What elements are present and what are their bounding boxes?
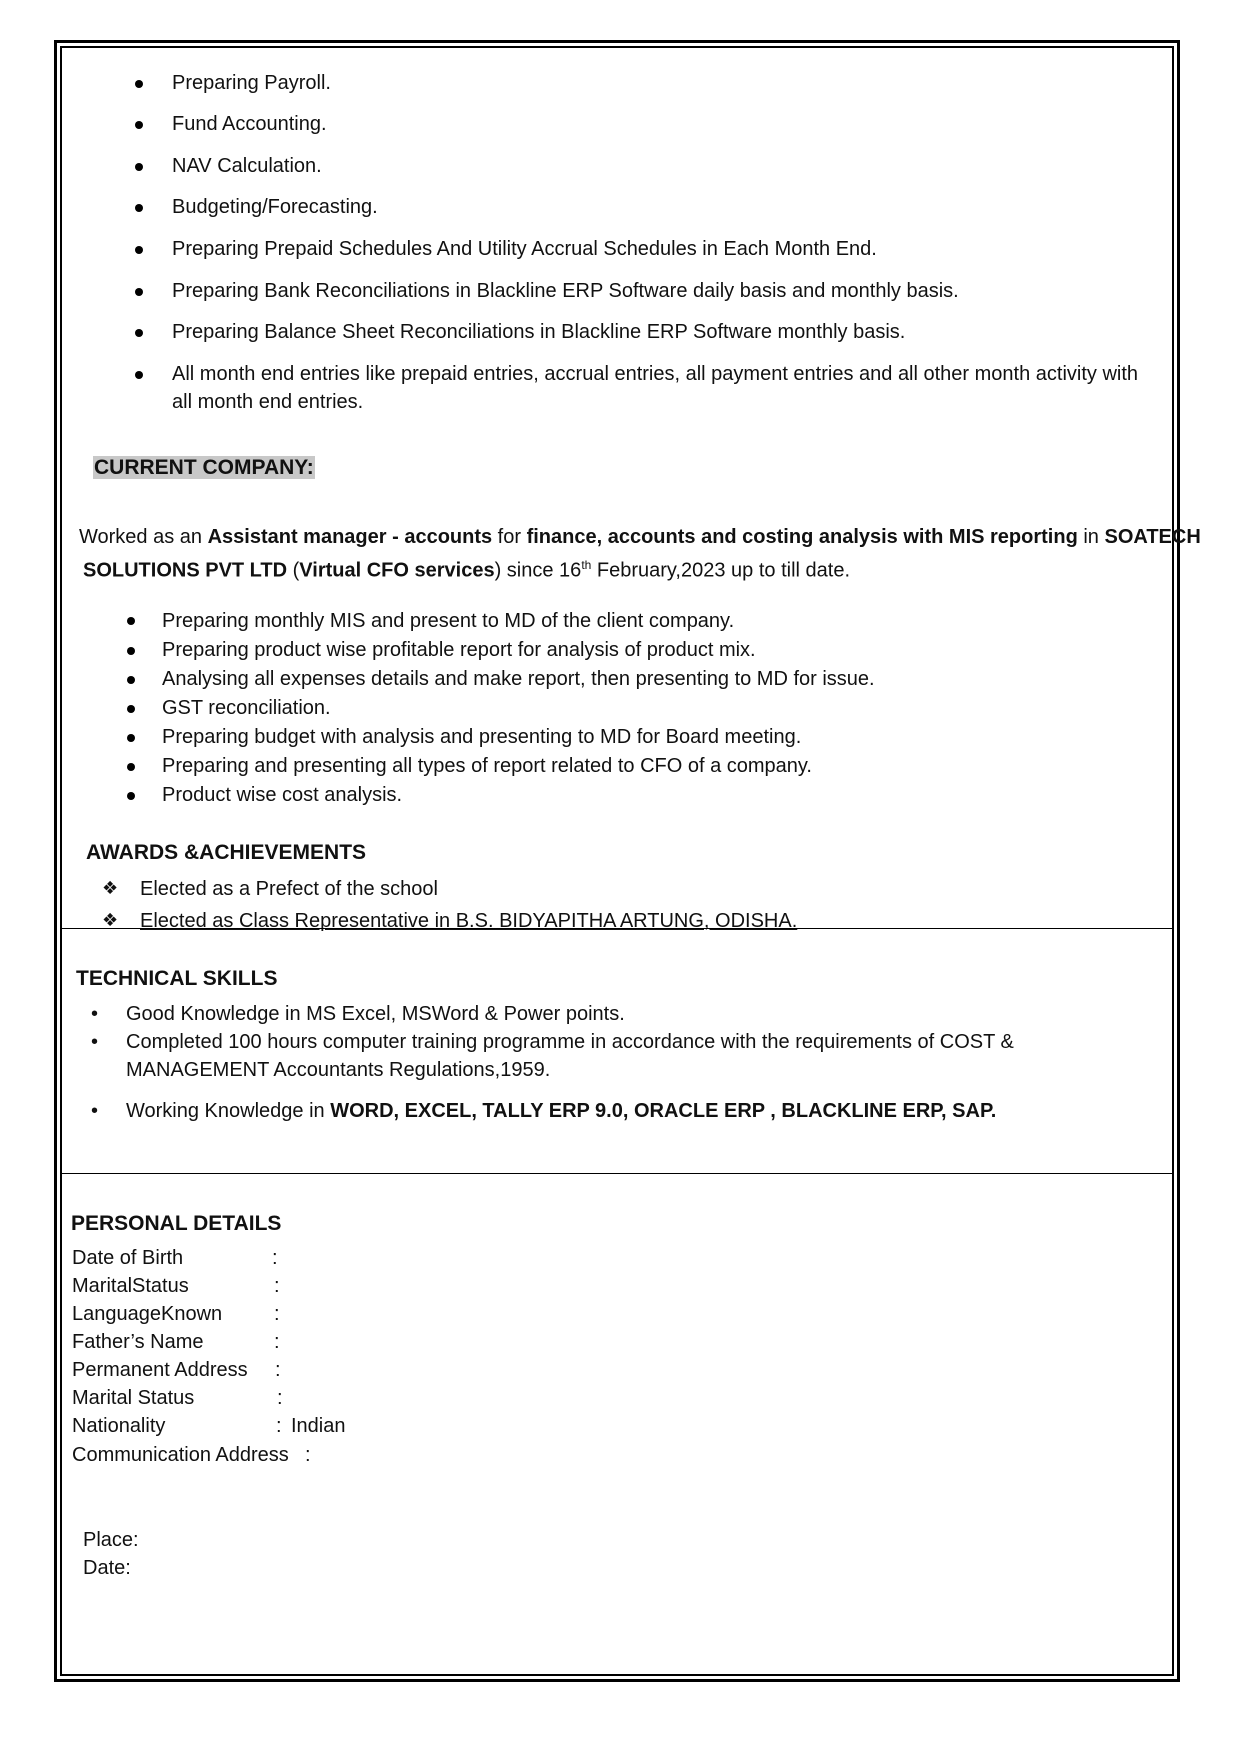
diamond-bullet-icon: ❖ bbox=[102, 878, 119, 898]
bullet bbox=[135, 371, 143, 379]
bullet bbox=[127, 705, 135, 713]
separator: : bbox=[275, 1359, 281, 1381]
separator: : bbox=[276, 1415, 282, 1437]
place-label: Place: bbox=[83, 1529, 139, 1551]
list-item: Preparing Prepaid Schedules And Utility Accrual Schedules in Each Month End. bbox=[172, 238, 877, 260]
bullet bbox=[135, 204, 143, 212]
personal-details-heading: PERSONAL DETAILS bbox=[71, 1212, 282, 1235]
dob-label: Date of Birth bbox=[72, 1247, 184, 1269]
date-label: Date: bbox=[83, 1557, 131, 1579]
separator: : bbox=[274, 1303, 280, 1325]
current-company-intro-line1: Worked as an Assistant manager - accounts for finance, accounts and costing analysis with MIS reporting in SOATECH bbox=[79, 526, 1201, 548]
father-name-label: Father’s Name bbox=[72, 1331, 204, 1353]
bullet: • bbox=[91, 1100, 99, 1122]
list-item: Preparing product wise profitable report for analysis of product mix. bbox=[162, 639, 756, 661]
permanent-address-label: Permanent Address bbox=[72, 1359, 248, 1381]
section-divider bbox=[62, 928, 1172, 929]
bullet: • bbox=[91, 1031, 99, 1053]
list-item: Working Knowledge in WORD, EXCEL, TALLY ERP 9.0, ORACLE ERP , BLACKLINE ERP, SAP. bbox=[126, 1100, 997, 1122]
awards-heading: AWARDS &ACHIEVEMENTS bbox=[86, 841, 367, 864]
list-item: Analysing all expenses details and make report, then presenting to MD for issue. bbox=[162, 668, 875, 690]
list-item: Completed 100 hours computer training programme in accordance with the requirements of COST & bbox=[126, 1031, 1014, 1053]
bullet bbox=[127, 792, 135, 800]
bullet bbox=[127, 617, 135, 625]
bullet bbox=[135, 80, 143, 88]
bullet bbox=[127, 734, 135, 742]
list-item: Elected as a Prefect of the school bbox=[140, 878, 438, 900]
diamond-bullet-icon: ❖ bbox=[102, 910, 119, 930]
bullet bbox=[135, 329, 143, 337]
separator: : bbox=[305, 1444, 311, 1466]
bullet bbox=[135, 288, 143, 296]
separator: : bbox=[272, 1247, 278, 1269]
list-item: Preparing and presenting all types of report related to CFO of a company. bbox=[162, 755, 812, 777]
list-item: Product wise cost analysis. bbox=[162, 784, 403, 806]
list-item: Preparing budget with analysis and presenting to MD for Board meeting. bbox=[162, 726, 802, 748]
communication-address-label: Communication Address bbox=[72, 1444, 289, 1466]
list-item-continuation: MANAGEMENT Accountants Regulations,1959. bbox=[126, 1059, 551, 1081]
list-item: Preparing monthly MIS and present to MD of the client company. bbox=[162, 610, 735, 632]
current-company-intro-line2: SOLUTIONS PVT LTD (Virtual CFO services) since 16th February,2023 up to till date. bbox=[83, 558, 850, 582]
list-item: Preparing Payroll. bbox=[172, 72, 331, 94]
bullet bbox=[127, 763, 135, 771]
list-item: Preparing Bank Reconciliations in Blackline ERP Software daily basis and monthly basis. bbox=[172, 280, 959, 302]
current-company-heading: CURRENT COMPANY: bbox=[94, 456, 314, 479]
list-item: NAV Calculation. bbox=[172, 155, 322, 177]
bullet bbox=[135, 163, 143, 171]
nationality-label: Nationality bbox=[72, 1415, 166, 1437]
section-divider bbox=[62, 1173, 1172, 1174]
bullet bbox=[127, 647, 135, 655]
separator: : bbox=[277, 1387, 283, 1409]
bullet bbox=[135, 121, 143, 129]
language-label: LanguageKnown bbox=[72, 1303, 223, 1325]
list-item: Good Knowledge in MS Excel, MSWord & Power points. bbox=[126, 1003, 625, 1025]
technical-skills-heading: TECHNICAL SKILLS bbox=[76, 967, 278, 990]
marital-status-label: Marital Status bbox=[72, 1387, 195, 1409]
bullet bbox=[135, 246, 143, 254]
list-item: Preparing Balance Sheet Reconciliations in Blackline ERP Software monthly basis. bbox=[172, 321, 906, 343]
list-item: All month end entries like prepaid entries, accrual entries, all payment entries and all other month activity with bbox=[172, 363, 1139, 385]
list-item: Fund Accounting. bbox=[172, 113, 327, 135]
list-item-continuation: all month end entries. bbox=[172, 391, 364, 413]
bullet bbox=[127, 676, 135, 684]
list-item: Budgeting/Forecasting. bbox=[172, 196, 378, 218]
nationality-value: Indian bbox=[291, 1415, 346, 1437]
bullet: • bbox=[91, 1003, 99, 1025]
separator: : bbox=[274, 1331, 280, 1353]
list-item: GST reconciliation. bbox=[162, 697, 331, 719]
separator: : bbox=[274, 1275, 280, 1297]
marital-status-label: MaritalStatus bbox=[72, 1275, 189, 1297]
list-item: Elected as Class Representative in B.S. BIDYAPITHA ARTUNG, ODISHA. bbox=[140, 910, 798, 932]
